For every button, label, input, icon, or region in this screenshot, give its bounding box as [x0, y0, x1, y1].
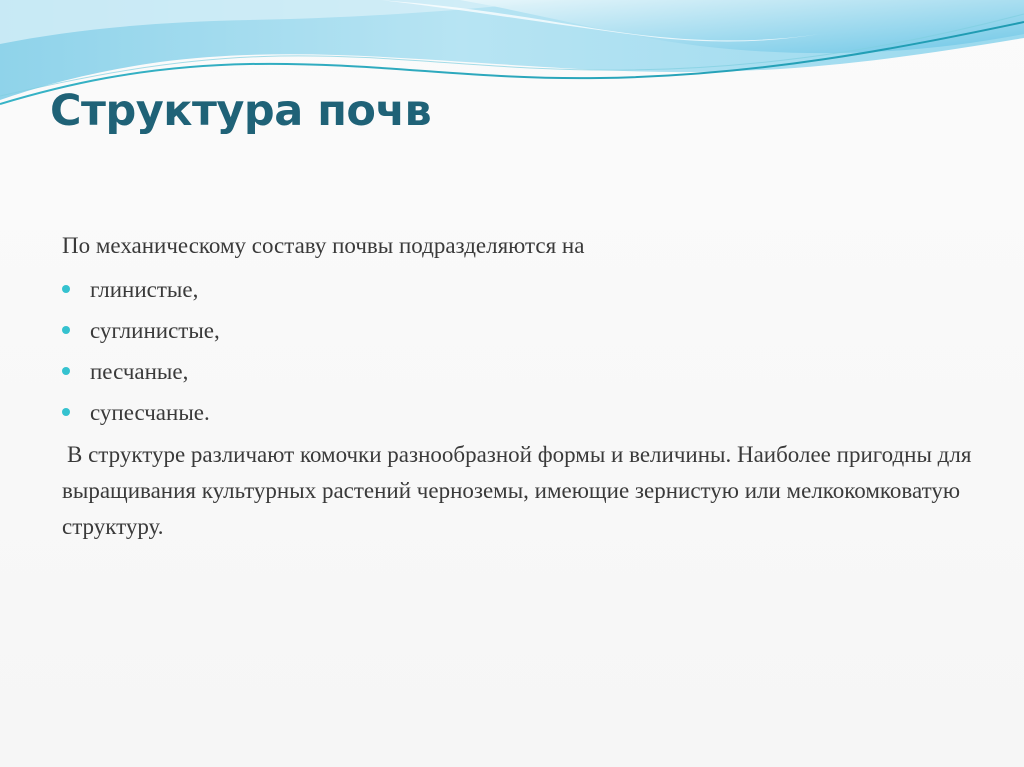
bullet-dot-icon: [62, 285, 70, 293]
bullet-dot-icon: [62, 326, 70, 334]
intro-text: По механическому составу почвы подразделяются на: [62, 233, 585, 258]
list-item-label: суглинистые,: [90, 318, 220, 343]
list-item: [62, 271, 982, 312]
list-item: [62, 394, 982, 435]
list-item-label: глинистые,: [90, 277, 199, 302]
bullet-dot-icon: [62, 367, 70, 375]
list-item-label: песчаные,: [90, 359, 189, 384]
soil-type-list: [62, 271, 982, 435]
structure-paragraph: В структуре различают комочки разнообразной формы и величины. Наиболее пригодны для выращивания культурных растений черноземы, имеющие зернистую или мелкокомковатую структуру.: [62, 442, 972, 539]
bullet-dot-icon: [62, 408, 70, 416]
list-item-label: супесчаные.: [90, 400, 210, 425]
slide-content: [62, 227, 982, 545]
slide-title: Структура почв: [50, 86, 432, 136]
list-item: [62, 353, 982, 394]
list-item: [62, 312, 982, 353]
